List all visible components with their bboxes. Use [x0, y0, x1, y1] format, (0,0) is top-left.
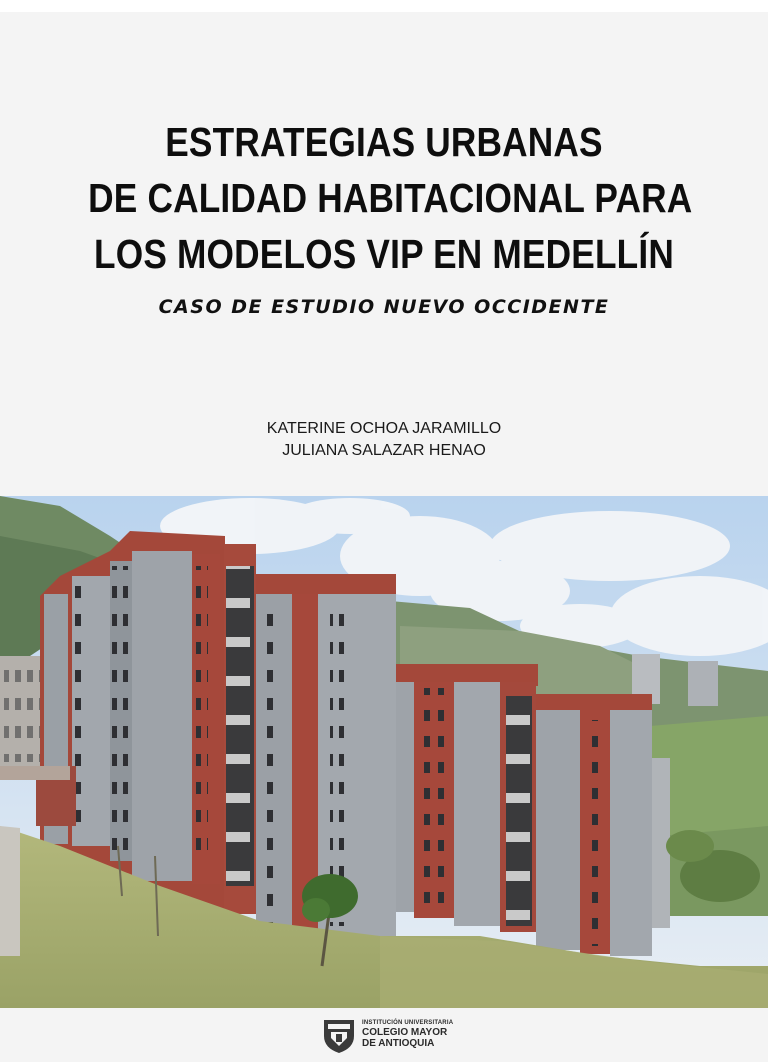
logo-line-3: DE ANTIOQUIA [362, 1038, 435, 1049]
top-margin [0, 0, 768, 12]
shield-icon [322, 1016, 356, 1054]
cover-photo [0, 496, 768, 1008]
author-1: KATERINE OCHOA JARAMILLO [266, 420, 502, 437]
author-2: JULIANA SALAZAR HENAO [282, 442, 486, 459]
title-line-1: ESTRATEGIAS URBANAS [165, 119, 603, 165]
book-subtitle: CASO DE ESTUDIO NUEVO OCCIDENTE [158, 296, 610, 318]
institution-logo [322, 1014, 462, 1054]
title-line-3: LOS MODELOS VIP EN MEDELLÍN [94, 231, 674, 277]
logo-text [362, 1019, 453, 1049]
title-line-2: DE CALIDAD HABITACIONAL PARA [88, 175, 693, 221]
book-title [88, 114, 693, 282]
logo-line-1: INSTITUCIÓN UNIVERSITARIA [362, 1020, 454, 1026]
authors-block [120, 418, 648, 462]
housing-buildings-photo [0, 496, 768, 1008]
logo-line-2: COLEGIO MAYOR [362, 1027, 448, 1038]
